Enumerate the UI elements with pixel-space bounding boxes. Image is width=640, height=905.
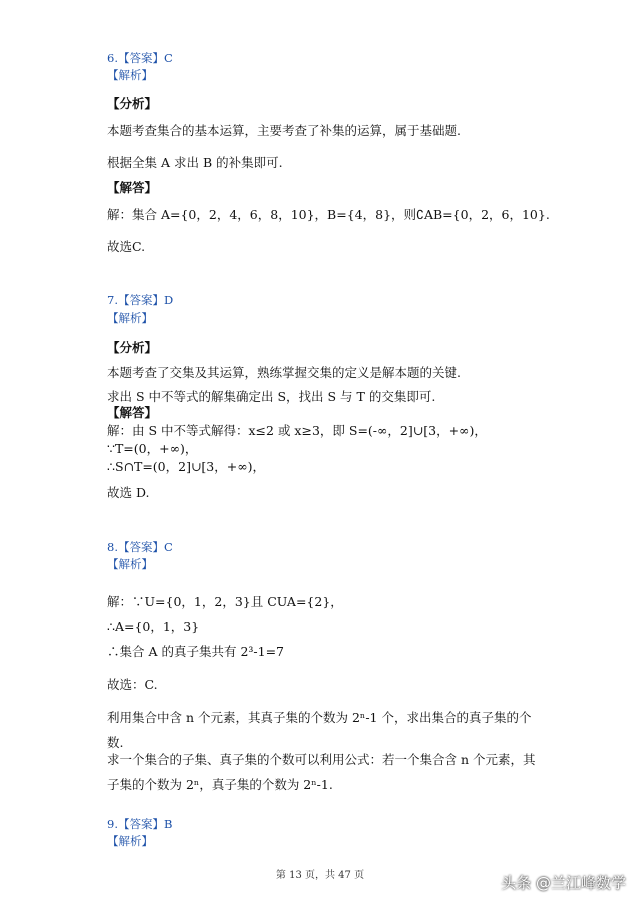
q7-line-4: ∵T=(0，+∞)， xyxy=(107,441,198,456)
q8-jiexi: 【解析】 xyxy=(107,557,153,571)
watermark-text: 头条 @兰江峰数学 xyxy=(501,874,626,892)
q8-answer: 8.【答案】C xyxy=(107,540,173,554)
q9-jiexi: 【解析】 xyxy=(107,834,153,848)
q7-line-1: 本题考查了交集及其运算，熟练掌握交集的定义是解本题的关键. xyxy=(107,365,461,380)
q6-jieda-line-2: 故选C. xyxy=(107,239,146,254)
watermark xyxy=(501,872,626,893)
q6-jiexi: 【解析】 xyxy=(107,68,153,82)
q8-line-2: ∴A={0，1，3} xyxy=(107,619,200,634)
q8-line-4: 故选：C. xyxy=(107,677,158,692)
q8-line-7: 求一个集合的子集、真子集的个数可以利用公式：若一个集合含 n 个元素，其 xyxy=(107,752,536,767)
q6-jieda-line-1: 解：集合 A={0，2，4，6，8，10}，B={4，8}，则∁AB={0，2，6，10}. xyxy=(107,207,550,222)
q7-line-6: 故选 D. xyxy=(107,485,150,500)
q6-fenxi-line-1: 本题考查集合的基本运算，主要考查了补集的运算，属于基础题. xyxy=(107,123,461,138)
q7-answer: 7.【答案】D xyxy=(107,293,174,307)
page-number-footer: 第 13 页，共 47 页 xyxy=(275,870,365,881)
q7-line-2: 求出 S 中不等式的解集确定出 S，找出 S 与 T 的交集即可. xyxy=(107,389,436,404)
q6-fenxi-heading: 【分析】 xyxy=(107,96,158,111)
q8-line-1: 解：∵U={0，1，2，3}且 CUA={2}， xyxy=(107,594,343,609)
q9-answer: 9.【答案】B xyxy=(107,817,173,831)
q7-line-3: 解：由 S 中不等式解得：x≤2 或 x≥3，即 S=(-∞，2]∪[3，+∞)， xyxy=(107,423,487,438)
q7-jieda-heading: 【解答】 xyxy=(107,405,158,420)
q7-line-5: ∴S∩T=(0，2]∪[3，+∞)， xyxy=(107,459,266,474)
q8-line-5: 利用集合中含 n 个元素，其真子集的个数为 2ⁿ-1 个，求出集合的真子集的个 xyxy=(107,710,532,725)
q7-fenxi-heading: 【分析】 xyxy=(107,340,158,355)
q6-answer: 6.【答案】C xyxy=(107,51,173,65)
q8-line-8: 子集的个数为 2ⁿ，真子集的个数为 2ⁿ-1. xyxy=(107,777,333,792)
q8-line-3: ∴集合 A 的真子集共有 2³-1=7 xyxy=(107,644,285,659)
q8-line-6: 数. xyxy=(107,735,124,750)
q6-fenxi-line-2: 根据全集 A 求出 B 的补集即可. xyxy=(107,155,283,170)
q7-jiexi: 【解析】 xyxy=(107,311,153,325)
q6-jieda-heading: 【解答】 xyxy=(107,180,158,195)
